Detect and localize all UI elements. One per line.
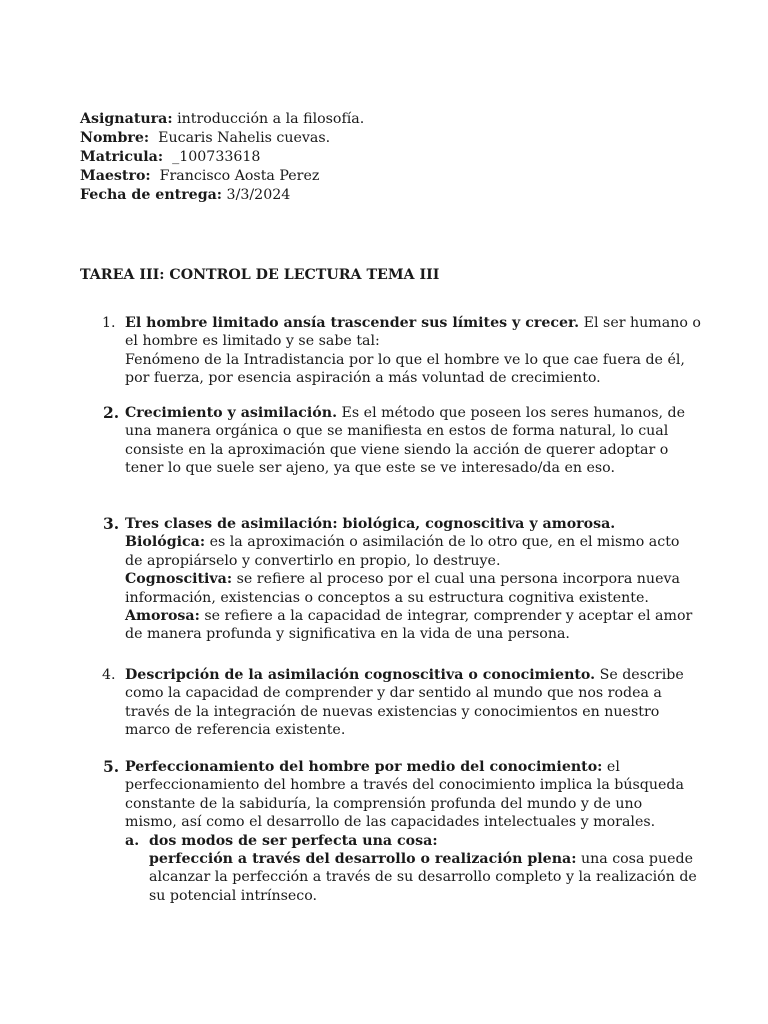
bold-text: Biológica: — [125, 534, 206, 551]
text-line — [125, 813, 705, 831]
plain-text: Es el método que poseen los seres humanos, de — [337, 405, 685, 421]
bold-text: Cognoscitiva: — [125, 571, 233, 588]
matricula-value: _100733618 — [163, 149, 261, 165]
text-line — [125, 552, 705, 570]
plain-text: Se describe — [595, 667, 684, 683]
plain-text: por fuerza, por esencia aspiración a más voluntad de crecimiento. — [125, 370, 601, 387]
nombre-row — [80, 129, 364, 148]
text-line — [125, 684, 705, 702]
text-line — [125, 515, 705, 533]
list-item-3 — [80, 515, 720, 644]
text-line — [125, 666, 705, 684]
plain-text: se refiere al proceso por el cual una persona incorpora nueva — [232, 571, 680, 588]
plain-text: una manera orgánica o que se manifiesta en estos de forma natural, lo cual — [125, 423, 669, 440]
plain-text: Fenómeno de la Intradistancia por lo que el hombre ve lo que cae fuera de él, — [125, 351, 685, 368]
maestro-row — [80, 167, 364, 186]
matricula-label: Matricula: — [80, 149, 164, 165]
plain-text: su potencial intrínseco. — [149, 887, 318, 904]
text-line — [125, 776, 705, 794]
plain-text: consiste en la aproximación que viene siendo la acción de querer adoptar o — [125, 441, 669, 458]
plain-text: El ser humano o — [579, 315, 701, 331]
header-block — [80, 110, 364, 205]
plain-text: marco de referencia existente. — [125, 722, 346, 739]
list-number: 5. — [103, 757, 120, 776]
bold-text: Crecimiento y asimilación. — [125, 405, 338, 421]
matricula-row — [80, 148, 364, 167]
plain-text: es la aproximación o asimilación de lo otro que, en el mismo acto — [205, 534, 680, 551]
document-title: TAREA III: CONTROL DE LECTURA TEMA III — [80, 267, 440, 283]
plain-text: una cosa puede — [576, 850, 694, 867]
sub-list-content — [149, 832, 705, 906]
list-number: 3. — [103, 514, 120, 533]
list-item-content — [125, 314, 705, 388]
list-item-1 — [80, 314, 720, 388]
nombre-label: Nombre: — [80, 130, 150, 146]
text-line — [125, 721, 705, 739]
plain-text: se refiere a la capacidad de integrar, comprender y aceptar el amor — [199, 607, 693, 624]
plain-text: mismo, así como el desarrollo de las capacidades intelectuales y morales. — [125, 814, 656, 831]
asignatura-label: Asignatura: — [80, 111, 173, 127]
plain-text: de manera profunda y significativa en la vida de una persona. — [125, 626, 570, 643]
plain-text: tener lo que suele ser ajeno, ya que este se ve interesado/da en eso. — [125, 460, 615, 477]
bold-text: dos modos de ser perfecta una cosa: — [149, 832, 438, 849]
plain-text: como la capacidad de comprender y dar sentido al mundo que nos rodea a — [125, 685, 662, 702]
nombre-value: Eucaris Nahelis cuevas. — [149, 130, 331, 146]
list-item-5 — [80, 758, 720, 905]
plain-text: información, existencias o conceptos a su estructura cognitiva existente. — [125, 589, 649, 606]
maestro-label: Maestro: — [80, 168, 151, 184]
text-line — [125, 441, 705, 459]
text-line — [125, 795, 705, 813]
fecha-row — [80, 186, 364, 205]
text-line — [125, 422, 705, 440]
text-line — [149, 850, 705, 868]
list-item-4 — [80, 666, 720, 740]
plain-text: constante de la sabiduría, la comprensión profunda del mundo y de uno — [125, 795, 643, 812]
text-line — [125, 332, 705, 350]
text-line — [125, 369, 705, 387]
text-line — [125, 625, 705, 643]
list-number: 2. — [103, 403, 120, 422]
text-line — [125, 314, 705, 332]
bold-text: Perfeccionamiento del hombre por medio del conocimiento: — [125, 759, 603, 775]
text-line — [125, 459, 705, 477]
text-line — [149, 887, 705, 905]
text-line — [125, 404, 705, 422]
bold-text: Descripción de la asimilación cognoscitiva o conocimiento. — [125, 667, 596, 683]
text-line — [149, 868, 705, 886]
plain-text: perfeccionamiento del hombre a través del conocimiento implica la búsqueda — [125, 777, 684, 794]
fecha-label: Fecha de entrega: — [80, 187, 223, 203]
fecha-value: 3/3/2024 — [222, 187, 291, 203]
plain-text: el — [602, 759, 620, 775]
list-item-content — [125, 758, 705, 905]
sub-list-item-a — [125, 832, 705, 906]
list-item-content — [125, 666, 705, 740]
bold-text: perfección a través del desarrollo o realización plena: — [149, 850, 577, 867]
list-item-content — [125, 404, 705, 478]
plain-text: través de la integración de nuevas existencias y conocimientos en nuestro — [125, 703, 660, 720]
asignatura-row — [80, 110, 364, 129]
list-number: 1. — [102, 315, 116, 331]
bold-text: El hombre limitado ansía trascender sus límites y crecer. — [125, 315, 580, 331]
text-line — [125, 703, 705, 721]
text-line — [125, 758, 705, 776]
list-item-content — [125, 515, 705, 644]
text-line — [125, 533, 705, 551]
plain-text: de apropiárselo y convertirlo en propio, lo destruye. — [125, 552, 501, 569]
list-number: 4. — [102, 667, 116, 683]
plain-text: el hombre es limitado y se sabe tal: — [125, 333, 380, 350]
text-line — [125, 607, 705, 625]
text-line — [125, 570, 705, 588]
list-item-2 — [80, 404, 720, 478]
text-line — [125, 589, 705, 607]
maestro-value: Francisco Aosta Perez — [150, 168, 320, 184]
plain-text: alcanzar la perfección a través de su desarrollo completo y la realización de — [149, 869, 697, 886]
bold-text: Tres clases de asimilación: biológica, cognoscitiva y amorosa. — [125, 516, 616, 532]
bold-text: Amorosa: — [125, 607, 200, 624]
text-line — [149, 832, 705, 850]
text-line — [125, 351, 705, 369]
sub-list-letter: a. — [125, 832, 140, 849]
asignatura-value: introducción a la filosofía. — [172, 111, 365, 127]
